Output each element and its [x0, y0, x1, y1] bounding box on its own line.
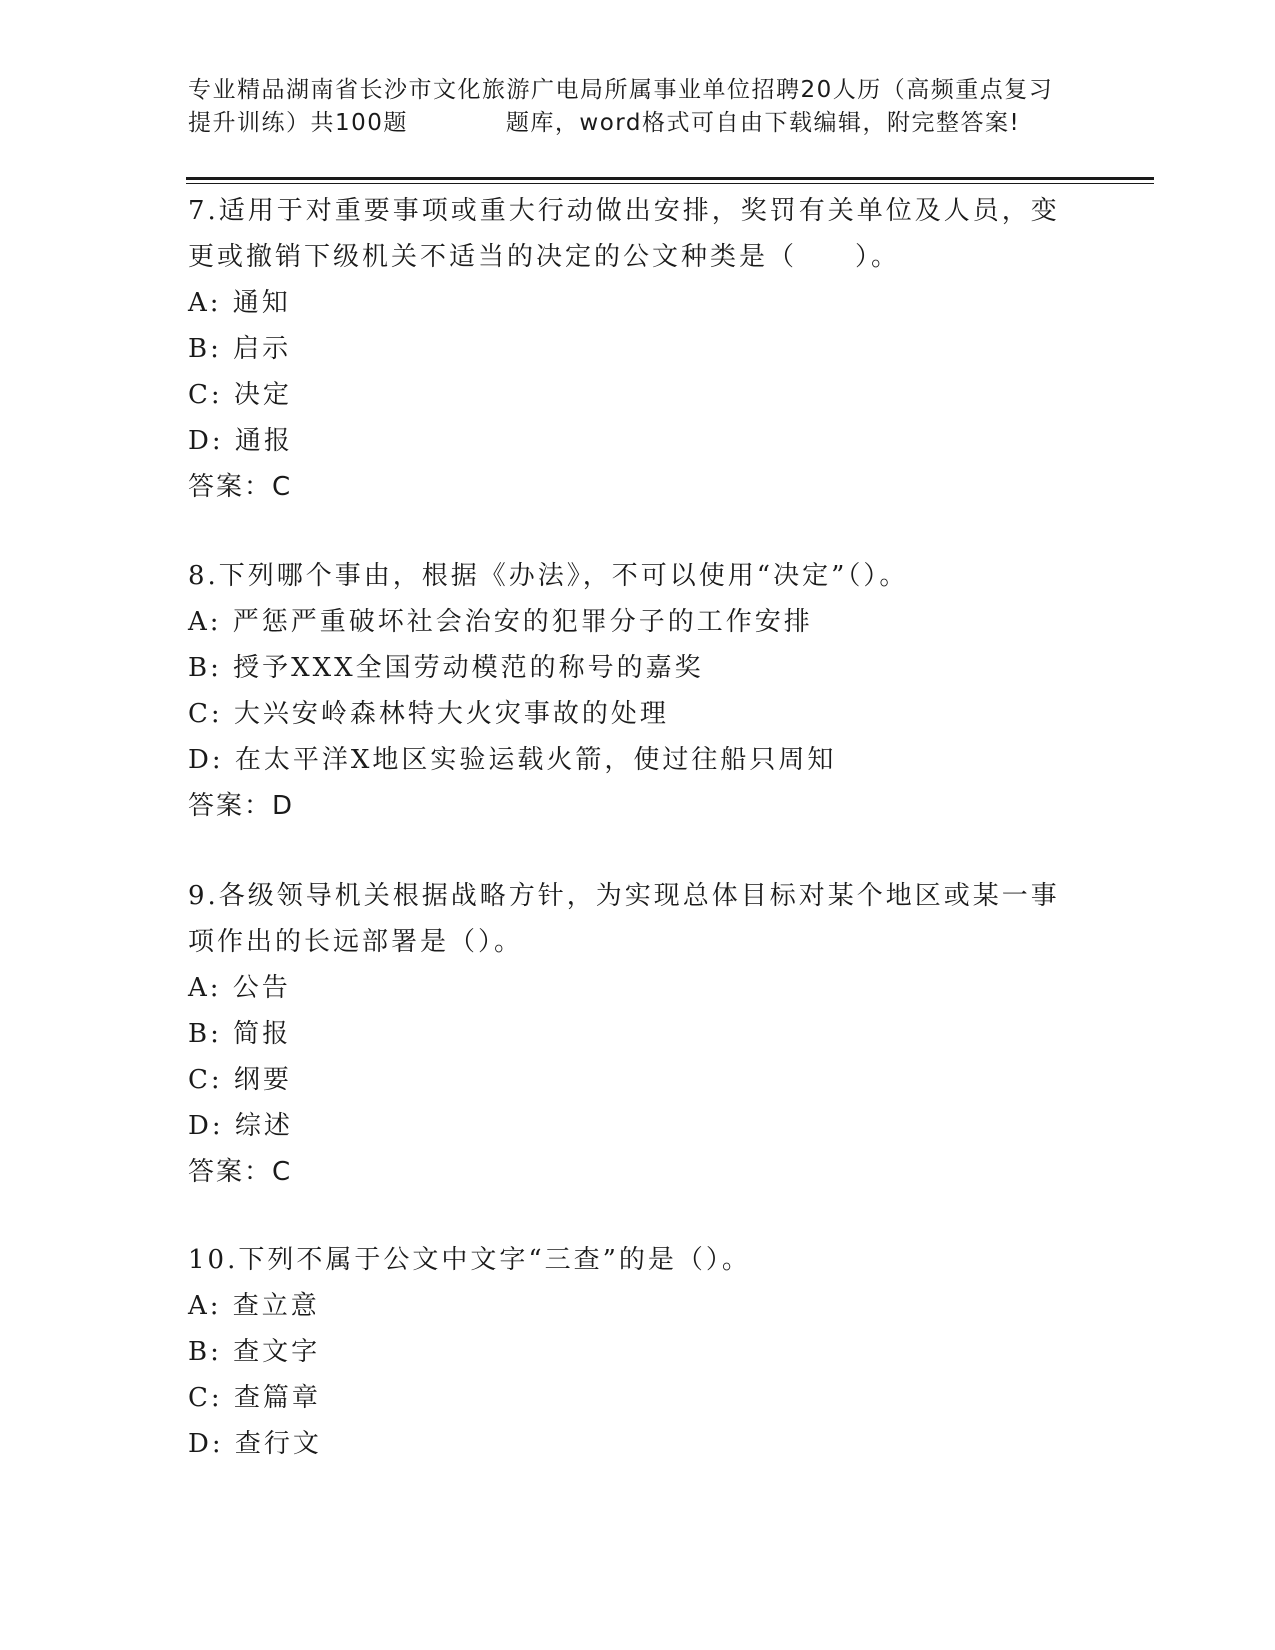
- option-b: B: 简报: [188, 1019, 292, 1049]
- question-8: [188, 553, 1088, 829]
- option-a: A: 公告: [188, 973, 291, 1003]
- question-9: [188, 873, 1088, 1195]
- option-d: D: 综述: [188, 1111, 293, 1141]
- document-header: [188, 74, 1088, 140]
- option-d: D: 在太平洋X地区实验运载火箭，使过往船只周知: [188, 745, 837, 775]
- header-divider-thin: [186, 183, 1154, 184]
- option-d: D: 通报: [188, 426, 293, 456]
- option-b: B: 启示: [188, 334, 292, 364]
- option-c: C: 决定: [188, 380, 292, 410]
- option-a: A: 通知: [188, 288, 291, 318]
- answer: 答案：D: [188, 791, 295, 821]
- question-7: [188, 188, 1088, 510]
- question-stem-line-1: 7.适用于对重要事项或重大行动做出安排，奖罚有关单位及人员，变: [188, 196, 1060, 226]
- header-divider-thick: [186, 177, 1154, 180]
- option-b: B: 授予XXX全国劳动模范的称号的嘉奖: [188, 653, 704, 683]
- question-stem-line-1: 8.下列哪个事由，根据《办法》，不可以使用“决定”（）。: [188, 561, 909, 591]
- header-line-2-left: 提升训练）共100题: [188, 110, 408, 136]
- option-c: C: 纲要: [188, 1065, 292, 1095]
- option-c: C: 查篇章: [188, 1383, 321, 1413]
- option-d: D: 查行文: [188, 1429, 322, 1459]
- option-c: C: 大兴安岭森林特大火灾事故的处理: [188, 699, 669, 729]
- header-line-2-right: 题库，word格式可自由下载编辑，附完整答案!: [505, 110, 1021, 136]
- question-10: [188, 1237, 1088, 1467]
- answer: 答案：C: [188, 1157, 293, 1187]
- question-stem-line-2: 更或撤销下级机关不适当的决定的公文种类是（ ）。: [188, 242, 901, 272]
- question-stem-line-1: 9.各级领导机关根据战略方针，为实现总体目标对某个地区或某一事: [188, 881, 1060, 911]
- question-stem-line-1: 10.下列不属于公文中文字“三查”的是（）。: [188, 1245, 751, 1275]
- header-line-1: 专业精品湖南省长沙市文化旅游广电局所属事业单位招聘20人历（高频重点复习: [188, 77, 1054, 103]
- option-b: B: 查文字: [188, 1337, 321, 1367]
- question-stem-line-2: 项作出的长远部署是（）。: [188, 927, 524, 957]
- answer: 答案：C: [188, 472, 293, 502]
- header-line-2: [188, 107, 1088, 140]
- option-a: A: 查立意: [188, 1291, 320, 1321]
- option-a: A: 严惩严重破坏社会治安的犯罪分子的工作安排: [188, 607, 813, 637]
